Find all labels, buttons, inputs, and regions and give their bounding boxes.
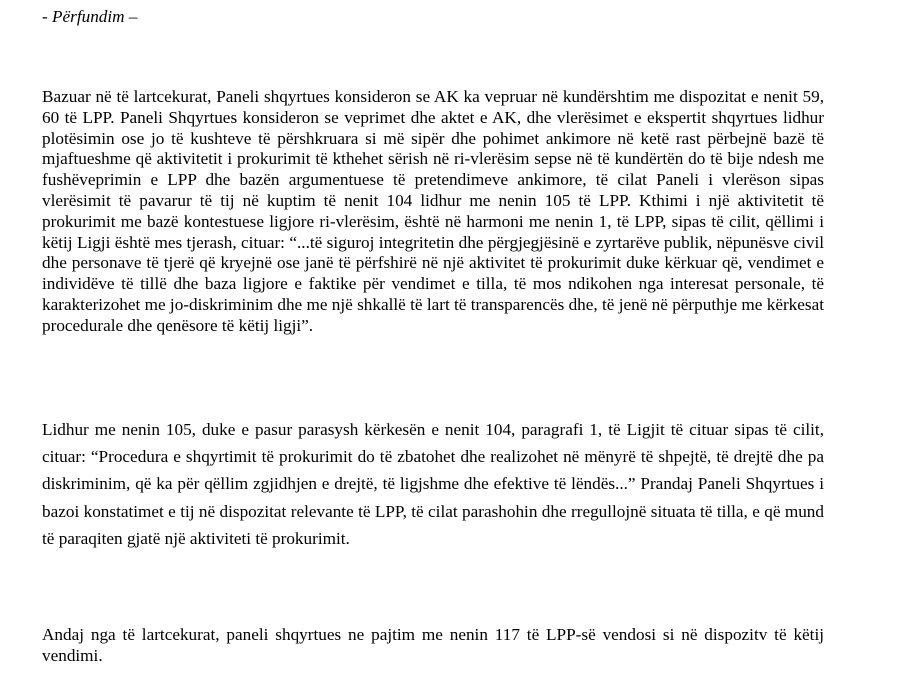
section-heading: - Përfundim – (42, 7, 138, 26)
paragraph-decision: Andaj nga të lartcekurat, paneli shqyrtues ne pajtim me nenin 117 të LPP-së vendosi si në dispozitv të këtij vendimi. (42, 625, 824, 665)
paragraph-article-105: Lidhur me nenin 105, duke e pasur parasysh kërkesën e nenit 104, paragrafi 1, të Ligjit të cituar sipas të cilit, cituar: “Procedura e shqyrtimit të prokurimit do të zbatohet dhe realizohet në mënyrë të shpejtë, të drejtë dhe pa diskriminim, që ka për qëllim zgjidhjen e drejtë, të ligjshme dhe efektive të lëndës...” Prandaj Paneli Shqyrtues i bazoi konstatimet e tij në dispozitat relevante të LPP, të cilat parashohin dhe rregullojnë situata të tilla, e që mund të paraqiten gjatë një aktiviteti të prokurimit. (42, 420, 824, 548)
paragraph-conclusion-basis: Bazuar në të lartcekurat, Paneli shqyrtues konsideron se AK ka vepruar në kundërshtim me dispozitat e nenit 59, 60 të LPP. Paneli Shqyrtues konsideron se veprimet dhe aktet e AK, dhe vlerësimet e ekspertit shqyrtues lidhur plotësimin ose jo të kushteve të përshkruara si më sipër dhe pohimet ankimore në ketë rast përbejnë bazë të mjaftueshme që aktivitetit i prokurimit të kthehet sërish në ri-vlerësim sepse në të kundërtën do të bije ndesh me fushëveprimin e LPP dhe bazën argumentuese të pretendimeve ankimore, të cilat Paneli i vlerëson sipas vlerësimit të pavarur të tij në kuptim të nenit 104 lidhur me nenin 105 të LPP. Kthimi i një aktivitetit të prokurimit me bazë kontestuese ligjore ri-vlerësim, është në harmoni me nenin 1, të LPP, sipas të cilit, qëllimi i këtij Ligji është mes tjerash, cituar: “...të siguroj integritetin dhe përgjegjësinë e zyrtarëve publik, nëpunësve civil dhe personave të tjerë që kryejnë ose janë të përfshirë në një aktivitet të prokurimit duke kërkuar që, vendimet e individëve të tillë dhe baza ligjore e faktike për vendimet e tilla, të mos ndikohen nga interesat personale, të karakterizohet me jo-diskriminim dhe me një shkallë të lart të transparencës dhe, të jenë në përputhje me kërkesat procedurale dhe qenësore të këtij ligji”. (42, 87, 824, 335)
